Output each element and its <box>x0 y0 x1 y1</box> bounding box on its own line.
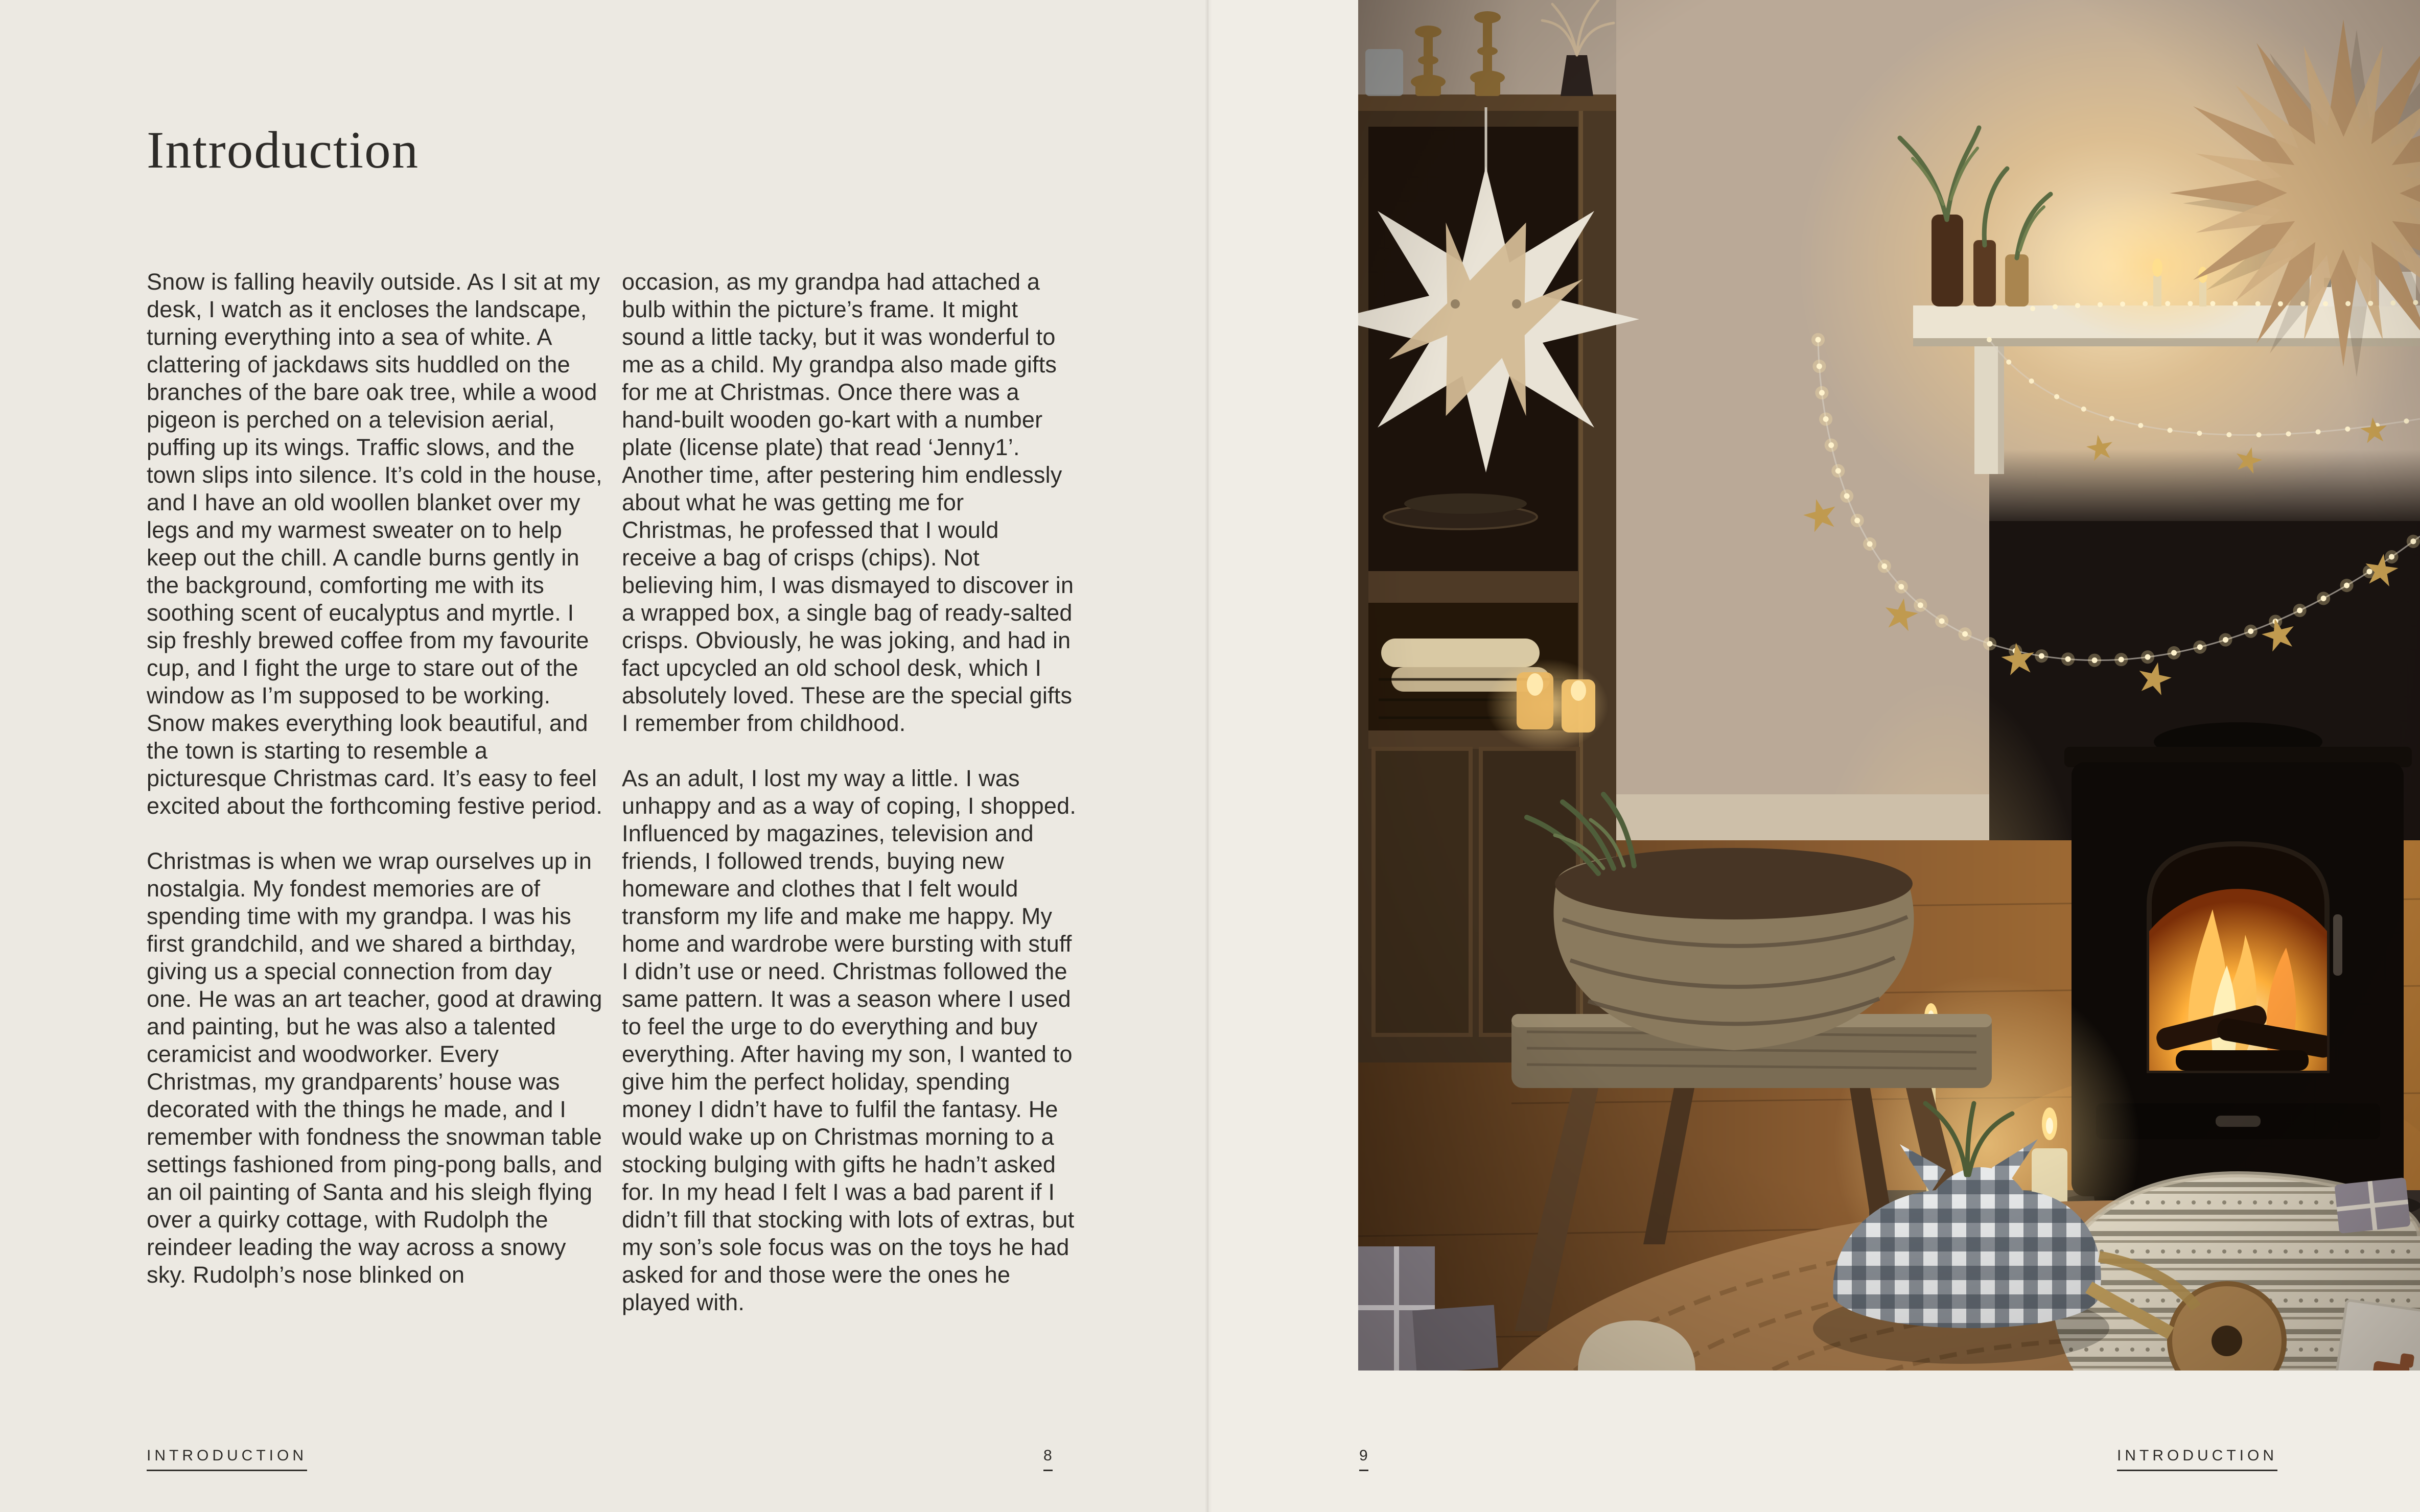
fireside-photo <box>1358 0 2420 1371</box>
body-paragraph: occasion, as my grandpa had attached a bulb within the picture’s frame. It might sound a little tacky, but it was wonderful to me as a child. My grandpa also made gifts for me at Christmas. Once there was a hand-built wooden go-kart with a number plate (license plate) that read ‘Jenny1’. Another time, after pestering him endlessly about what he was getting me for Christmas, he professed that I would receive a bag of crisps (chips). Not believing him, I was dismayed to discover in a wrapped box, a single bag of ready-salted crisps. Obviously, he was joking, and had in fact upcycled an old school desk, which I absolutely loved. These are the special gifts I remember from childhood. <box>622 269 1074 736</box>
fireside-photo-art <box>1358 0 2420 1371</box>
body-paragraph: Christmas is when we wrap ourselves up in nostalgia. My fondest memories are of spending time with my grandpa. I was his first grandchild, and we shared a birthday, giving us a special connection from day one. He was an art teacher, good at drawing and painting, but he was also a talented ceramicist and woodworker. Every Christmas, my grandparents’ house was decorated with the things he made, and I remember with fondness the snowman table settings fashioned from ping-pong balls, and an oil painting of Santa and his sleigh flying over a quirky cottage, with Rudolph the reindeer leading the way across a snowy sky. Rudolph’s nose blinked on <box>147 848 602 1288</box>
page-number: 8 <box>1043 1447 1053 1471</box>
body-paragraph: As an adult, I lost my way a little. I was unhappy and as a way of coping, I shopped. Influenced by magazines, television and friends, I followed trends, buying new homeware and clothes that I felt would transform my life and make me happy. My home and wardrobe were bursting with stuff I didn’t use or need. Christmas followed the same pattern. It was a season where I used to feel the urge to do everything and buy everything. After having my son, I wanted to give him the perfect holiday, spending money I didn’t have to fulfil the fantasy. He would wake up on Christmas morning to a stocking bulging with gifts he hadn’t asked for. In my head I felt I was a bad parent if I didn’t fill that stocking with lots of extras, but my son’s sole focus was on the toys he had asked for and those were the ones he played with. <box>622 765 1077 1315</box>
page-number: 9 <box>1359 1447 1368 1471</box>
body-column-1 <box>147 268 602 1316</box>
left-page <box>0 0 1208 1512</box>
body-paragraph: Snow is falling heavily outside. As I sit at my desk, I watch as it encloses the landscape, turning everything into a sea of white. A clattering of jackdaws sits huddled on the branches of the bare oak tree, while a wood pigeon is perched on a television aerial, puffing up its wings. Traffic slows, and the town slips into silence. It’s cold in the house, and I have an old woollen blanket over my legs and my warmest sweater on to help keep out the chill. A candle burns gently in the background, comforting me with its soothing scent of eucalyptus and myrtle. I sip freshly brewed coffee from my favourite cup, and I fight the urge to stare out of the window as I’m supposed to be working. Snow makes everything look beautiful, and the town is starting to resemble a picturesque Christmas card. It’s easy to feel excited about the forthcoming festive period. <box>147 269 603 819</box>
chapter-title: Introduction <box>147 121 420 179</box>
running-head: INTRODUCTION <box>147 1447 307 1471</box>
page-spine <box>1205 0 1212 1512</box>
running-head: INTRODUCTION <box>2117 1447 2277 1471</box>
body-column-2 <box>622 268 1078 1344</box>
